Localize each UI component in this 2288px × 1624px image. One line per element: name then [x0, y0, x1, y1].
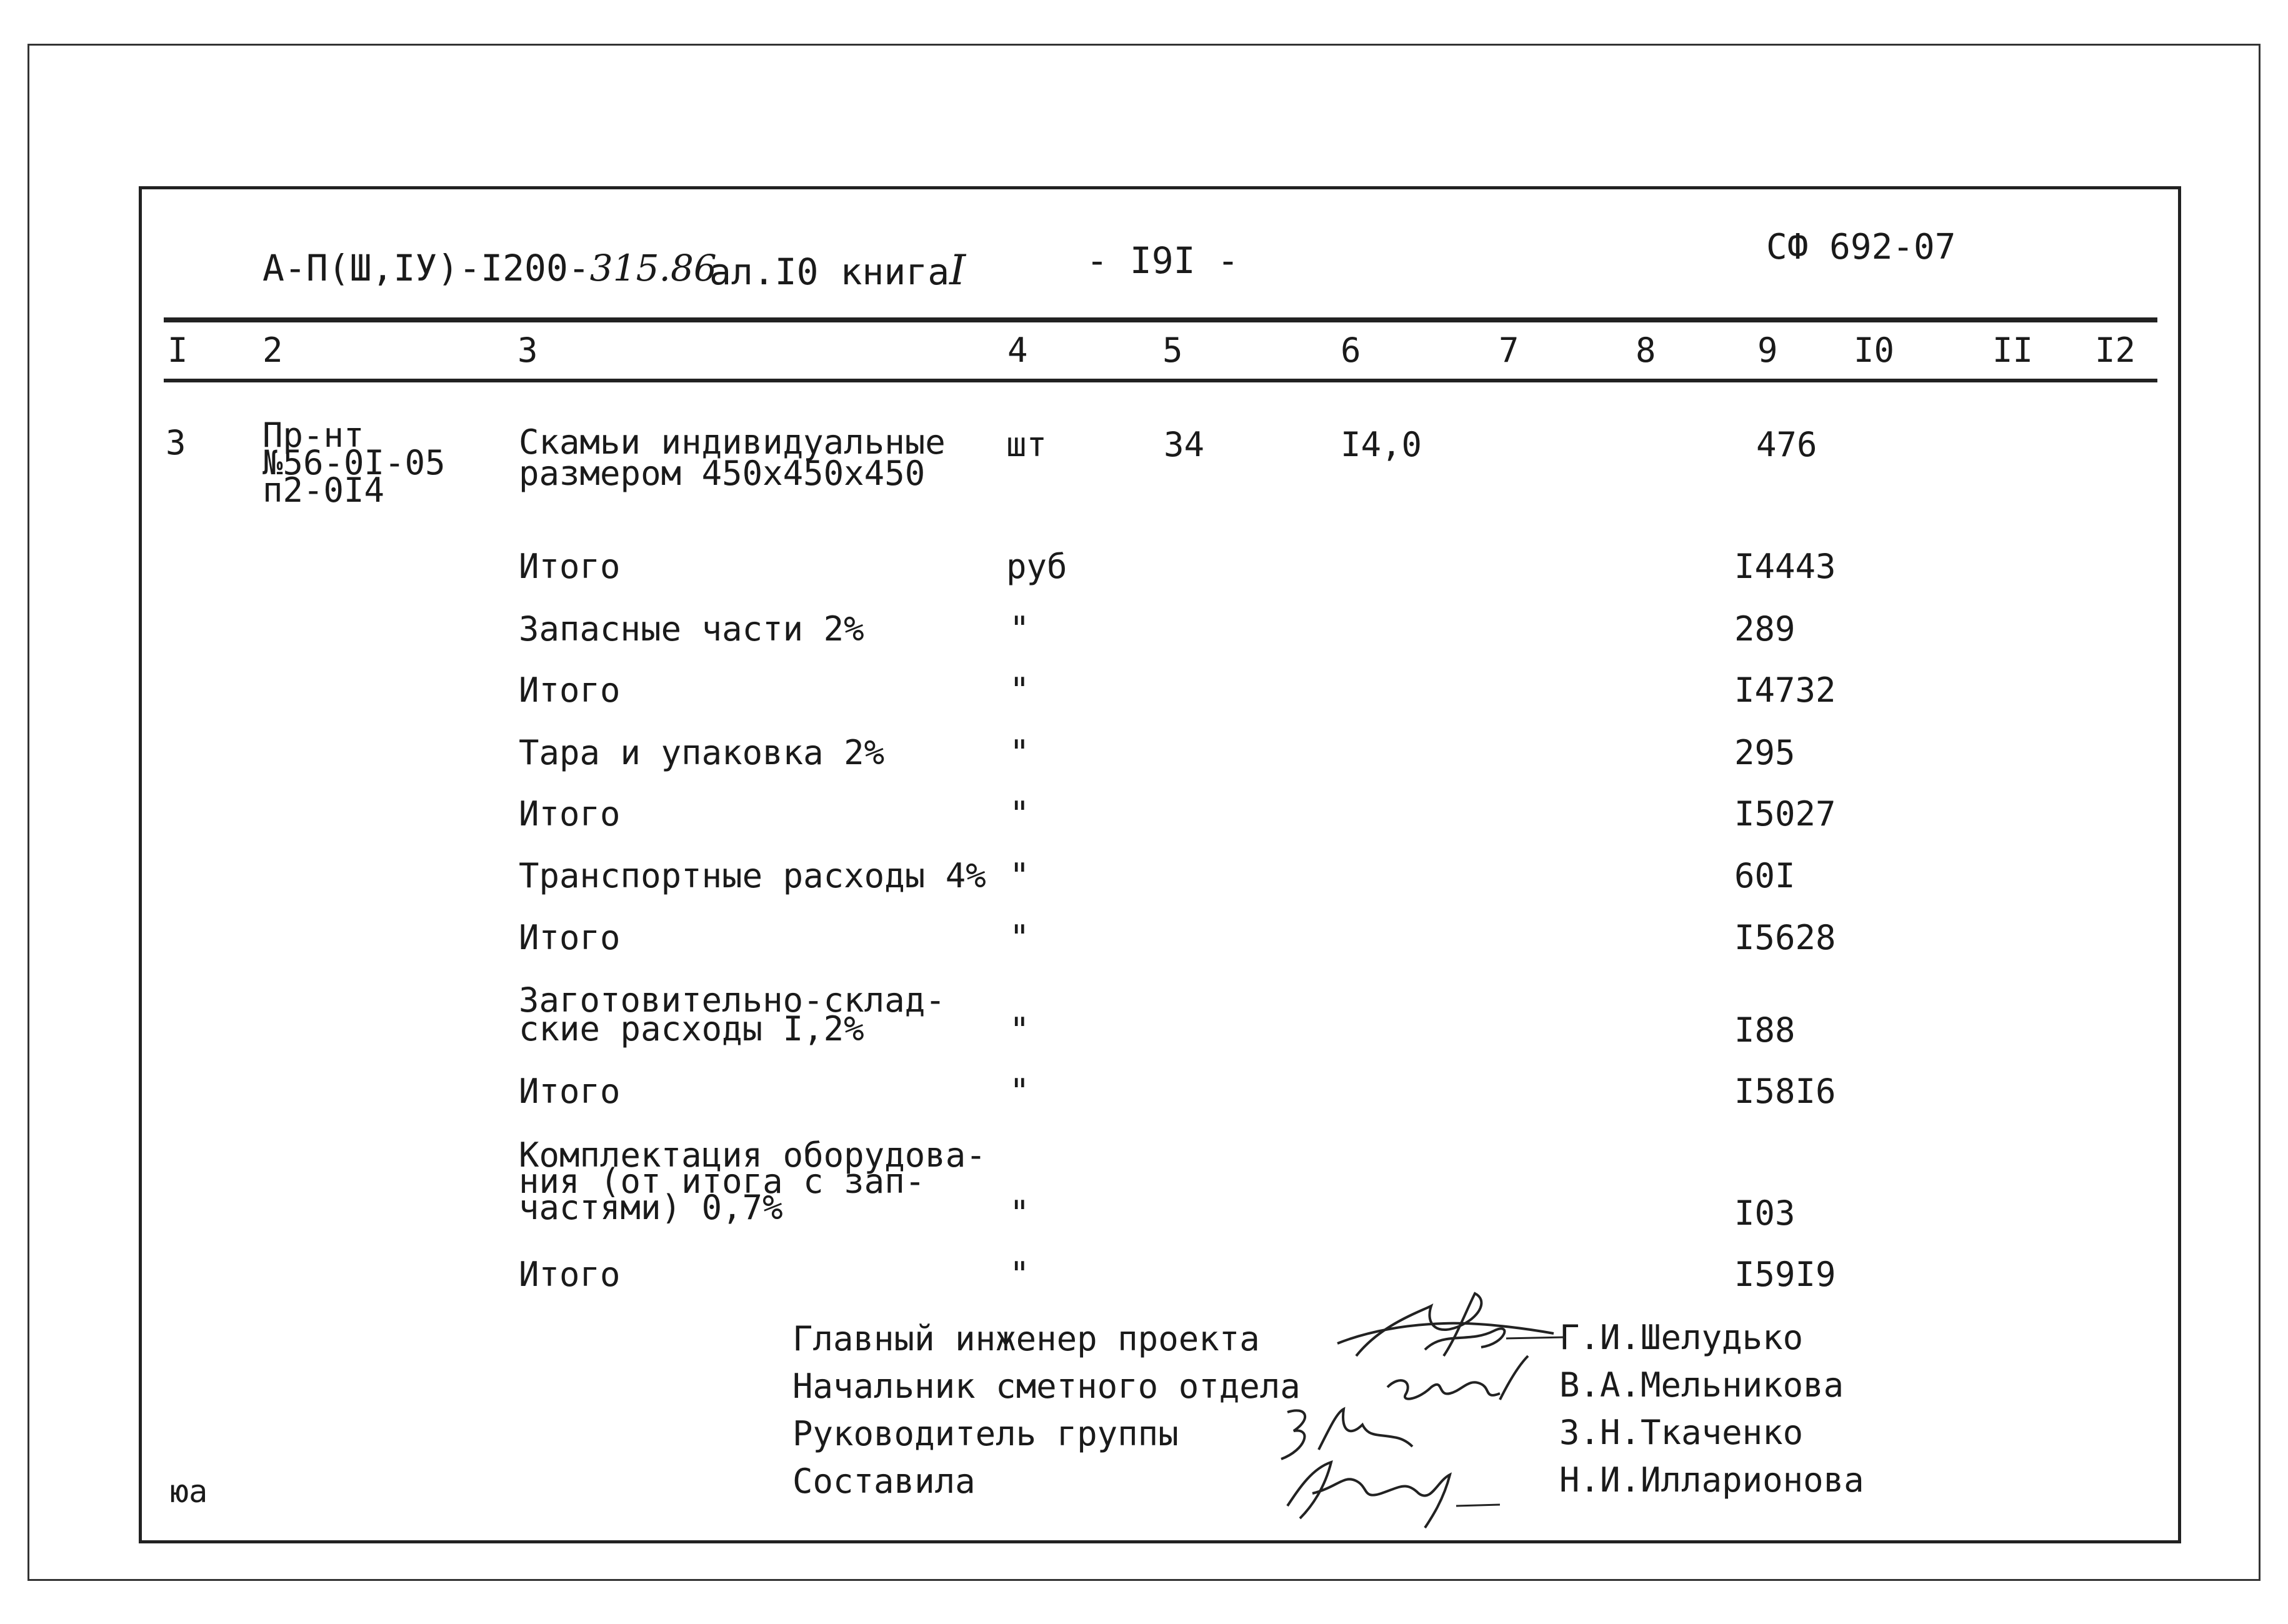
col-header: I [167, 331, 188, 370]
signature-name: З.Н.Ткаченко [1559, 1413, 1804, 1452]
summary-name: Заготовительно-склад- ские расходы I,2% [519, 980, 946, 1049]
row-qty: 34 [1164, 425, 1205, 464]
col-header: 7 [1499, 331, 1519, 370]
header-rule-bottom [164, 379, 2157, 382]
col-header: I2 [2095, 331, 2136, 370]
row-number: 3 [166, 423, 186, 462]
row-name: Скамьи индивидуальные размером 450х450х450 [519, 422, 946, 493]
album-book: ал.I0 книгаI [709, 246, 966, 294]
summary-total: 60I [1734, 856, 1796, 895]
signature-role: Составила [792, 1462, 976, 1501]
signature-role: Руководитель группы [792, 1414, 1179, 1453]
row-reference: Пр-нт №56-0I-05 п2-0I4 [262, 416, 446, 510]
col-header: 2 [262, 331, 283, 370]
col-header: 9 [1757, 331, 1778, 370]
summary-name: Комплектация оборудова- ния (от итога с зап- частями) 0,7% [519, 1135, 986, 1227]
summary-name: Запасные части 2% [519, 609, 864, 649]
signature-name: В.А.Мельникова [1559, 1365, 1844, 1405]
header-rule-top [164, 317, 2157, 322]
signature-name: Г.И.Шелудько [1559, 1318, 1804, 1357]
summary-total: I4443 [1734, 547, 1836, 586]
col-header: 8 [1636, 331, 1656, 370]
summary-total: I03 [1734, 1193, 1796, 1233]
summary-unit: " [1009, 856, 1030, 895]
col-header: II [1992, 331, 2034, 370]
summary-unit: руб [1006, 547, 1067, 586]
summary-unit: " [1009, 1072, 1030, 1111]
summary-unit: " [1009, 1255, 1030, 1294]
signature-role: Главный инженер проекта [792, 1319, 1260, 1358]
summary-name: Итого [519, 1255, 621, 1294]
summary-total: I58I6 [1734, 1072, 1836, 1111]
summary-name: Итого [519, 547, 621, 586]
summary-name: Тара и упаковка 2% [519, 733, 885, 772]
col-header: 3 [517, 331, 538, 370]
summary-unit: " [1009, 670, 1030, 710]
summary-unit: " [1009, 918, 1030, 957]
signature-name: Н.И.Илларионова [1559, 1460, 1864, 1500]
row-price: I4,0 [1341, 425, 1422, 464]
summary-name: Итого [519, 670, 621, 710]
signature-role: Начальник сметного отдела [792, 1367, 1301, 1406]
summary-total: I88 [1734, 1010, 1796, 1050]
summary-unit: " [1009, 1193, 1030, 1233]
page-number: - I9I - [1086, 239, 1239, 282]
summary-name: Итого [519, 794, 621, 834]
summary-total: I59I9 [1734, 1255, 1836, 1294]
row-total: 476 [1756, 425, 1817, 464]
signature-scribble-4 [1275, 1450, 1512, 1531]
summary-unit: " [1009, 733, 1030, 772]
stamp: СФ 692-07 [1766, 227, 1956, 267]
summary-name: Итого [519, 1072, 621, 1111]
signature-line-1 [1506, 1325, 1569, 1350]
summary-total: I4732 [1734, 670, 1836, 710]
summary-name: Транспортные расходы 4% [519, 856, 986, 895]
footer-mark: юа [170, 1473, 208, 1510]
doc-code: А-П(Ш,IУ)-I200-315.86 [262, 247, 717, 289]
summary-unit: " [1009, 1010, 1030, 1050]
summary-total: I5027 [1734, 794, 1836, 834]
summary-total: I5628 [1734, 918, 1836, 957]
col-header: 4 [1007, 331, 1028, 370]
summary-total: 295 [1734, 733, 1796, 772]
summary-unit: " [1009, 609, 1030, 649]
summary-total: 289 [1734, 609, 1796, 649]
col-header: 6 [1341, 331, 1361, 370]
summary-unit: " [1009, 794, 1030, 834]
summary-name: Итого [519, 918, 621, 957]
col-header: I0 [1854, 331, 1895, 370]
col-header: 5 [1162, 331, 1183, 370]
row-unit: шт [1006, 425, 1047, 464]
